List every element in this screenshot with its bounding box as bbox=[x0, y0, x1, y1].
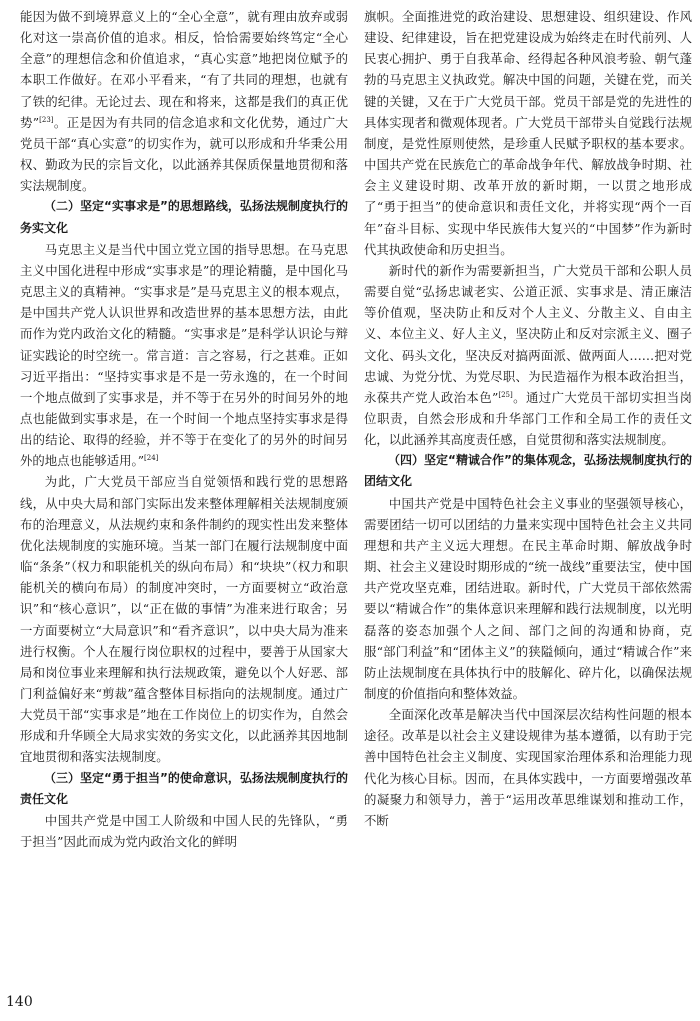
right-column bbox=[364, 6, 692, 831]
paragraph: 全面深化改革是解决当代中国深层次结构性问题的根本途径。改革是以社会主义建设规律为基本遵循，以有助于完善中国特色社会主义制度、实现国家治理体系和治理能力现代化为核心目标。因而，在具体实践中，一方面要增强改革的凝聚力和领导力，善于“运用改革思维谋划和推动工作，不断 bbox=[364, 707, 692, 828]
left-column bbox=[20, 6, 348, 852]
citation-ref: [25] bbox=[498, 390, 513, 399]
section-heading: （二）坚定“实事求是”的思想路线，弘扬法规制度执行的务实文化 bbox=[20, 199, 348, 235]
paragraph: 为此，广大党员干部应当自觉领悟和践行党的思想路线，从中央大局和部门实际出发来整体理解相关法规制度颁布的治理意义，从法规约束和条件制约的现实性出发来整体优化法规制度的实施环境。当某一部门在履行法规制度中面临“条条”（权力和职能机关的纵向布局）和“块块”（权力和职能机关的横向布局）的制度冲突时，一方面要树立“政治意识”和“核心意识”，以“正在做的事情”为准来进行取舍；另一方面要树立“大局意识”和“看齐意识”，以中央大局为准来进行权衡。个人在履行岗位职权的过程中，要善于从国家大局和岗位事业来理解和执行法规政策，避免以个人好恶、部门利益偏好来“剪裁”蕴含整体目标指向的法规制度。通过广大党员干部“实事求是”地在工作岗位上的切实作为，自然会形成和升华顾全大局求实效的务实文化，以此涵养其因地制宜地贯彻和落实法规制度。 bbox=[20, 474, 348, 765]
paragraph: 中国共产党是中国特色社会主义事业的坚强领导核心，需要团结一切可以团结的力量来实现中国特色社会主义共同理想和共产主义远大理想。在民主革命时期、解放战争时期、社会主义建设时期形成的“统一战线”重要法宝，使中国共产党攻坚克难，团结进取。新时代，广大党员干部依然需要以“精诚合作”的集体意识来理解和践行法规制度，以光明磊落的姿态加强个人之间、部门之间的沟通和协商，克服“部门利益”和“团体主义”的狭隘倾向，通过“精诚合作”来防止法规制度在具体执行中的肢解化、碎片化，以确保法规制度的价值指向和整体效益。 bbox=[364, 495, 692, 701]
paragraph: 马克思主义是当代中国立党立国的指导思想。在马克思主义中国化进程中形成“实事求是”的理论精髓，是中国化马克思主义的真精神。“实事求是”是马克思主义的根本观点，是中国共产党人认识世界和改造世界的基本思想方法，由此而作为党内政治文化的精髓。“实事求是”是科学认识论与辩证实践论的时空统一。常言道：言之容易，行之甚难。正如习近平指出：“坚持实事求是不是一劳永逸的，在一个时间一个地点做到了实事求是，并不等于在另外的时间另外的地点也能做到实事求是，在一个时间一个地点坚持实事求是得出的结论、取得的经验，并不等于在变化了的另外的时间另外的地点也能够适用。”[24] bbox=[20, 241, 348, 469]
paragraph: 旗帜。全面推进党的政治建设、思想建设、组织建设、作风建设、纪律建设，旨在把党建设成为始终走在时代前列、人民衷心拥护、勇于自我革命、经得起各种风浪考验、朝气蓬勃的马克思主义执政党。解决中国的问题，关键在党，而关键的关键，又在于广大党员干部。党员干部是党的先进性的具体实现者和微观体现者。广大党员干部带头自觉践行法规制度，是党性原则使然，是珍重人民赋予职权的基本要求。中国共产党在民族危亡的革命战争年代、解放战争时期、社会主义建设时期、改革开放的新时期，一以贯之地形成了“勇于担当”的使命意识和责任文化，并将实现“两个一百年”奋斗目标、实现中华民族伟大复兴的“中国梦”作为新时代其执政使命和历史担当。 bbox=[364, 9, 692, 257]
section-heading: （三）坚定“勇于担当”的使命意识，弘扬法规制度执行的责任文化 bbox=[20, 770, 348, 806]
paragraph: 新时代的新作为需要新担当，广大党员干部和公职人员需要自觉“弘扬忠诚老实、公道正派、实事求是、清正廉洁等价值观，坚决防止和反对个人主义、分散主义、自由主义、本位主义、好人主义，坚决防止和反对宗派主义、圈子文化、码头文化，坚决反对搞两面派、做两面人……把对党忠诚、为党分忧、为党尽职、为民造福作为根本政治担当，永葆共产党人政治本色”[25]。通过广大党员干部切实担当岗位职责，自然会形成和升华部门工作和全局工作的责任文化，以此涵养其高度责任感，自觉贯彻和落实法规制度。 bbox=[364, 262, 692, 448]
paragraph: 中国共产党是中国工人阶级和中国人民的先锋队，“勇于担当”因此而成为党内政治文化的鲜明 bbox=[20, 812, 348, 850]
page-number: 140 bbox=[6, 994, 33, 1010]
citation-ref: [24] bbox=[144, 454, 159, 463]
paragraph: 能因为做不到境界意义上的“全心全意”，就有理由放弃或弱化对这一崇高价值的追求。相反，恰恰需要始终笃定“全心全意”的理想信念和价值追求，“真心实意”地把岗位赋予的本职工作做好。在邓小平看来，“有了共同的理想，也就有了铁的纪律。无论过去、现在和将来，这都是我们的真正优势”[23]。正是因为有共同的信念追求和文化优势，通过广大党员干部“真心实意”的切实作为，就可以形成和升华秉公用权、勤政为民的宗旨文化，以此涵养其保质保量地贯彻和落实法规制度。 bbox=[20, 9, 348, 194]
citation-ref: [23] bbox=[39, 115, 54, 124]
section-heading: （四）坚定“精诚合作”的集体观念，弘扬法规制度执行的团结文化 bbox=[364, 453, 692, 489]
